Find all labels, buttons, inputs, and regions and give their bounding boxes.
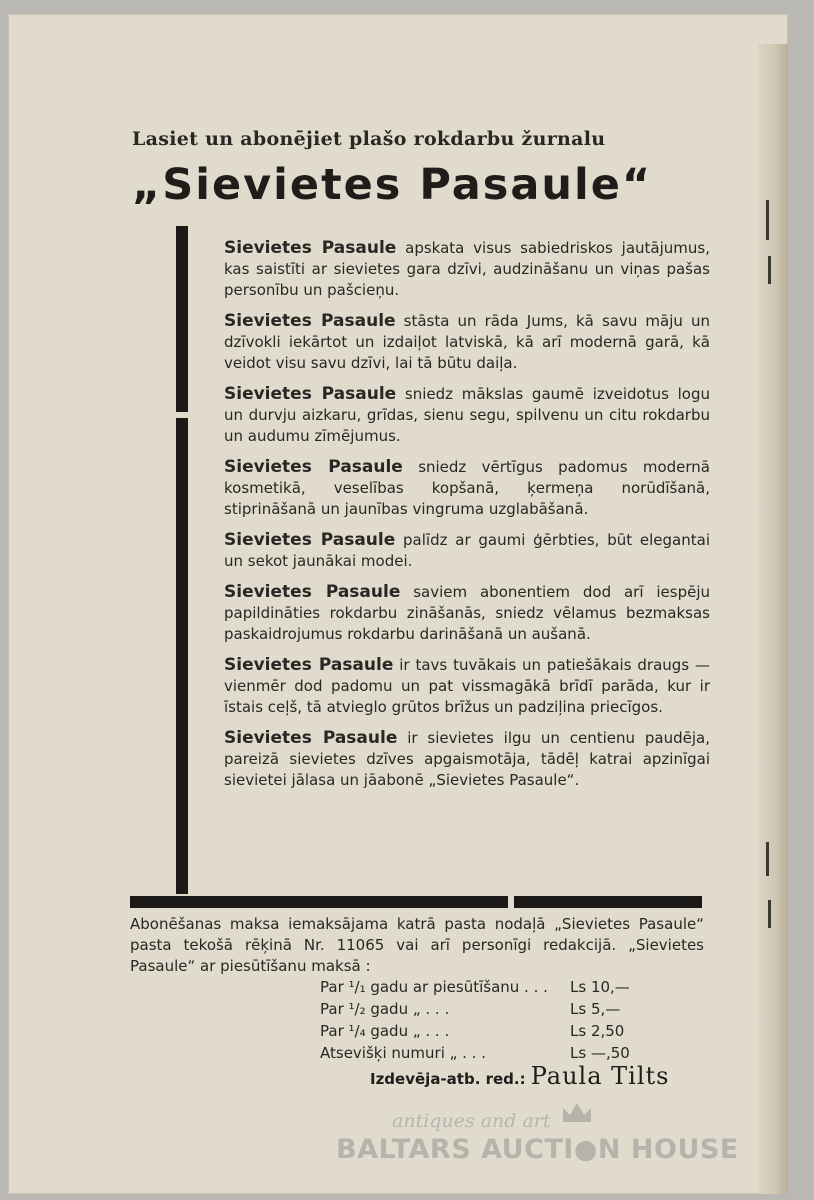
magazine-title: „Sievietes Pasaule“	[132, 160, 653, 210]
staple-top	[766, 200, 769, 240]
staple-bottom-2	[768, 900, 771, 928]
feature-paragraph	[224, 311, 710, 374]
feature-paragraph	[224, 728, 710, 791]
crown-icon	[560, 1100, 594, 1126]
vertical-rule	[176, 226, 188, 894]
price-label: Par ¹/₂ gadu „ . . .	[320, 1000, 450, 1018]
paragraph-text: sniedz vērtīgus padomus modernā kosmetikā, veselības kopšanā, ķermeņa norūdīšanā, stiprināšanā un jaunības vingruma uzglabāšanā.	[224, 458, 710, 518]
staple-top-2	[768, 256, 771, 284]
price-row	[320, 1020, 710, 1042]
paragraph-text: ir sievietes ilgu un centienu paudēja, pareizā sievietes dzīves apgaismotāja, tādēļ katrai apzinīgai sievietei jālasa un jāabonē „Sievietes Pasaule“.	[224, 729, 710, 789]
paragraph-text: palīdz ar gaumi ģērbties, būt elegantai un sekot jaunākai modei.	[224, 531, 710, 570]
brand-name: Sievietes Pasaule	[224, 311, 396, 331]
brand-name: Sievietes Pasaule	[224, 530, 396, 550]
feature-paragraph	[224, 530, 710, 572]
price-row	[320, 976, 710, 998]
price-label: Atsevišķi numuri „ . . .	[320, 1044, 487, 1062]
price-value: Ls —,50	[570, 1044, 630, 1062]
price-value: Ls 5,—	[570, 1000, 621, 1018]
horizontal-rule	[130, 896, 702, 908]
feature-list	[224, 238, 710, 801]
brand-name: Sievietes Pasaule	[224, 655, 394, 675]
vertical-rule-gap	[176, 412, 188, 418]
price-label: Par ¹/₄ gadu „ . . .	[320, 1022, 450, 1040]
price-value: Ls 2,50	[570, 1022, 625, 1040]
editor-name: Paula Tilts	[530, 1062, 670, 1090]
price-row	[320, 998, 710, 1020]
paragraph-text: saviem abonentiem dod arī iespēju papildināties rokdarbu zināšanās, sniedz vēlamus bezmaksas paskaidrojumus rokdarbu darināšanā un aušanā.	[224, 583, 710, 643]
editor-label: Izdevēja-atb. red.:	[370, 1070, 526, 1088]
paragraph-text: ir tavs tuvākais un patiešākais draugs — vienmēr dod padomu un pat vissmagākā brīdī parāda, kur ir īstais ceļš, tā atvieglo grūtos brīžus un padziļina priecīgos.	[224, 656, 710, 716]
brand-name: Sievietes Pasaule	[224, 238, 397, 258]
paragraph-text: sniedz mākslas gaumē izveidotus logu un durvju aizkaru, grīdas, sienu segu, spilvenu un citu rokdarbu un audumu zīmējumus.	[224, 385, 710, 445]
subscription-note: Abonēšanas maksa iemaksājama katrā pasta nodaļā „Sievietes Pasaule“ pasta tekošā rēķinā Nr. 11065 vai arī personīgi redakcijā. „Sievietes Pasaule“ ar piesūtīšanu maksā :	[130, 915, 704, 975]
tagline: Lasiet un abonējiet plašo rokdarbu žurnalu	[132, 128, 606, 150]
horizontal-rule-gap	[508, 896, 514, 908]
paragraph-text: stāsta un rāda Jums, kā savu māju un dzīvokli iekārtot un izdaiļot latviskā, kā arī modernā garā, kā veidot visu savu dzīvi, lai tā būtu daiļa.	[224, 312, 710, 372]
brand-name: Sievietes Pasaule	[224, 728, 398, 748]
price-list	[320, 976, 710, 1064]
paragraph-text: apskata visus sabiedriskos jautājumus, kas saistīti ar sievietes gara dzīvi, audzināšanu un viņas pašas personību un pašcieņu.	[224, 239, 710, 299]
price-label: Par ¹/₁ gadu ar piesūtīšanu . . .	[320, 978, 548, 996]
staple-bottom	[766, 842, 769, 876]
feature-paragraph	[224, 655, 710, 718]
brand-name: Sievietes Pasaule	[224, 384, 397, 404]
feature-paragraph	[224, 457, 710, 520]
feature-paragraph	[224, 384, 710, 447]
watermark-tagline: antiques and art	[392, 1110, 551, 1132]
price-value: Ls 10,—	[570, 978, 630, 996]
brand-name: Sievietes Pasaule	[224, 582, 401, 602]
page-edge	[758, 44, 788, 1194]
brand-name: Sievietes Pasaule	[224, 457, 403, 477]
feature-paragraph	[224, 582, 710, 645]
price-row	[320, 1042, 710, 1064]
feature-paragraph	[224, 238, 710, 301]
editor-line	[370, 1062, 670, 1090]
watermark-brand: BALTARS AUCTI●N HOUSE	[336, 1134, 739, 1165]
